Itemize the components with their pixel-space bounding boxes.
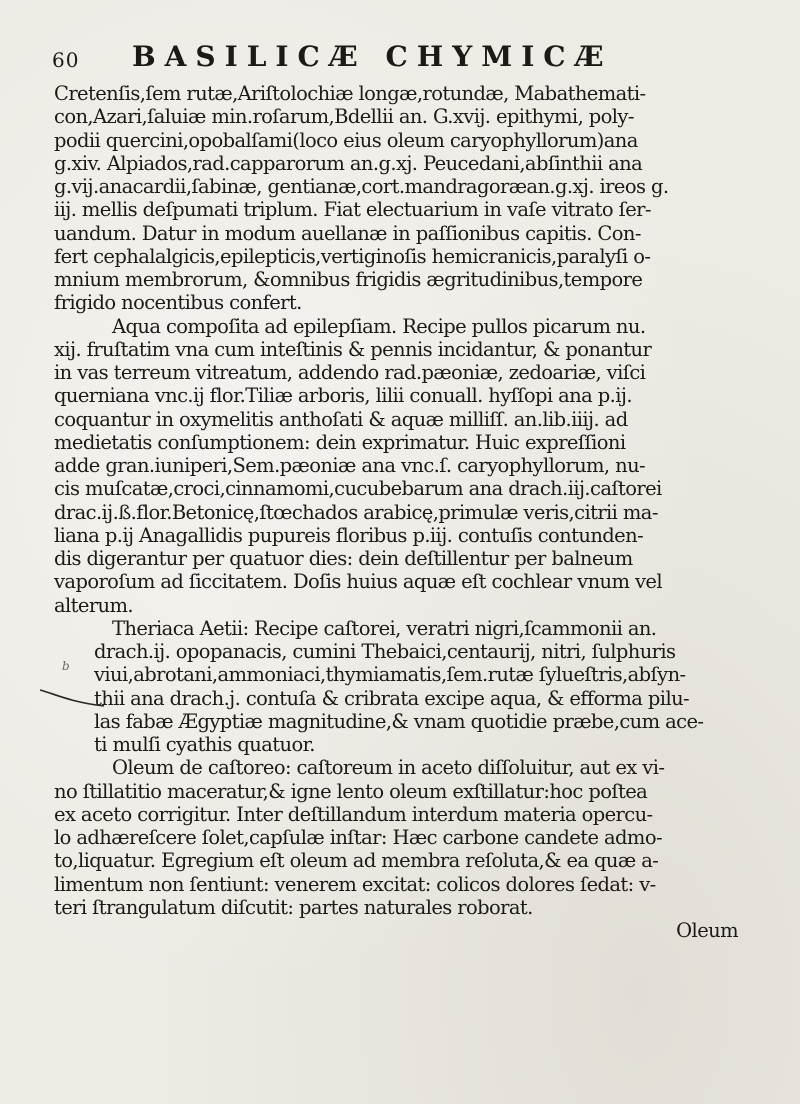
text-line: con,Azari,ſaluiæ min.roſarum,Bdellii an. G.xvij. epithymi, poly- [54, 105, 634, 129]
text-line: teri ſtrangulatum diſcutit: partes naturales roborat. [54, 895, 533, 919]
text-line: medietatis conſumptionem: dein exprimatur. Huic expreſſioni [54, 430, 626, 454]
text-line: uandum. Datur in modum auellanæ in paſſionibus capitis. Con- [54, 221, 641, 245]
text-line: alterum. [54, 593, 134, 617]
text-line: lo adhæreſcere ſolet,capſulæ inſtar: Hæc carbone candete admo- [54, 826, 662, 849]
text-line: Cretenſis,ſem rutæ,Ariſtolochiæ longæ,rotundæ, Mabathemati- [54, 82, 646, 105]
text-line: las fabæ Ægyptiæ magnitudine,& vnam quotidie præbe,cum ace- [94, 709, 704, 733]
text-line: vaporoſum ad ſiccitatem. Doſis huius aquæ eſt cochlear vnum vel [54, 570, 662, 594]
text-line: drac.ij.ß.flor.Betonicę,ſtœchados arabicę,primulæ veris,citrii ma- [54, 500, 658, 524]
text-line: querniana vnc.ij flor.Tiliæ arboris, lilii conuall. hyſſopi ana p.ij. [54, 384, 632, 408]
text-line: cis muſcatæ,croci,cinnamomi,cucubebarum ana drach.iij.caſtorei [54, 477, 662, 501]
text-line: xij. fruſtatim vna cum inteſtinis & pennis incidantur, & ponantur [54, 337, 652, 361]
page-number: 60 [52, 48, 80, 72]
text-line: frigido nocentibus confert. [54, 291, 302, 315]
text-line: g.vij.anacardii,ſabinæ, gentianæ,cort.mandragoræan.g.xj. ireos g. [54, 175, 669, 198]
marginal-mark: b [62, 659, 70, 673]
text-line: ti mulſi cyathis quatuor. [94, 733, 315, 756]
recipe-heading-line: Theriaca Aetii: Recipe caſtorei, veratri nigri,ſcammonii an. [112, 616, 657, 640]
text-line: limentum non ſentiunt: venerem excitat: colicos dolores ſedat: v- [54, 872, 656, 896]
catchword: Oleum [676, 919, 738, 942]
text-line: thii ana drach.j. contuſa & cribrata excipe aqua, & efforma pilu- [94, 686, 690, 710]
text-line: no ſtillatitio maceratur,& igne lento oleum exſtillatur:hoc poſtea [54, 779, 648, 803]
body-text [54, 82, 766, 942]
text-line: adde gran.iuniperi,Sem.pæoniæ ana vnc.ſ. caryophyllorum, nu- [54, 454, 646, 477]
text-line: coquantur in oxymelitis anthoſati & aquæ milliſſ. an.lib.iiij. ad [54, 407, 628, 431]
text-line: viui,abrotani,ammoniaci,thymiamatis,ſem.rutæ ſylueſtris,abſyn- [94, 663, 686, 687]
running-head: BASILICÆ CHYMICÆ [132, 40, 613, 73]
text-line: liana p.ij Anagallidis pupureis floribus p.iij. contuſis contunden- [54, 523, 644, 547]
text-line: in vas terreum vitreatum, addendo rad.pæoniæ, zedoariæ, viſci [54, 361, 646, 384]
text-line: mnium membrorum, &omnibus frigidis ægritudinibus,tempore [54, 268, 643, 291]
recipe-heading-line: Aqua compoſita ad epilepſiam. Recipe pullos picarum nu. [112, 314, 646, 338]
page-header [52, 40, 752, 84]
text-line: iij. mellis deſpumati triplum. Fiat electuarium in vaſe vitrato ſer- [54, 198, 651, 222]
text-line: g.xiv. Alpiados,rad.capparorum an.g.xj. Peucedani,abſinthii ana [54, 151, 643, 175]
text-line: podii quercini,opobalſami(loco eius oleum caryophyllorum)ana [54, 128, 638, 152]
text-line: to,liquatur. Egregium eſt oleum ad membra reſoluta,& ea quæ a- [54, 849, 659, 873]
text-line: ex aceto corrigitur. Inter deſtillandum interdum materia opercu- [54, 802, 653, 826]
text-line: drach.ij. opopanacis, cumini Thebaici,centaurij, nitri, ſulphuris [94, 640, 676, 663]
text-line: fert cephalalgicis,epilepticis,vertiginoſis hemicranicis,paralyſi o- [54, 244, 651, 268]
recipe-heading-line: Oleum de caſtoreo: caſtoreum in aceto diſſoluitur, aut ex vi- [112, 756, 665, 780]
text-line: dis digerantur per quatuor dies: dein deſtillentur per balneum [54, 547, 633, 570]
